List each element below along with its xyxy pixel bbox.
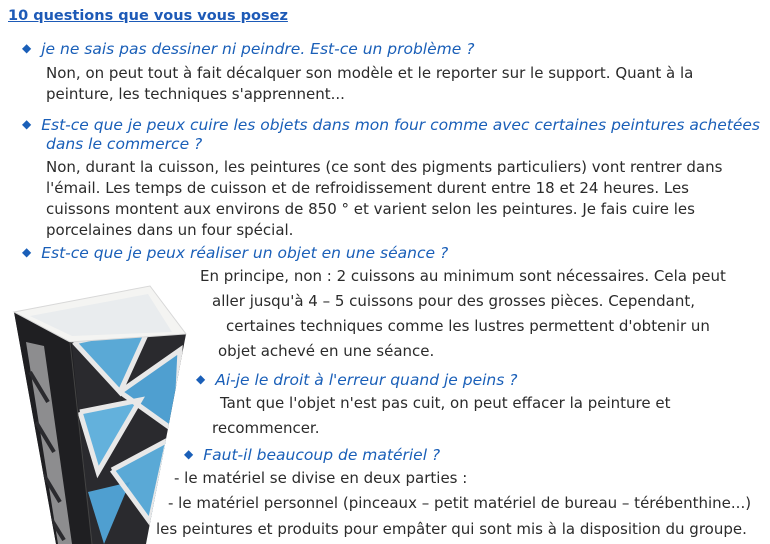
faq-question-2-line-1: Est-ce que je peux cuire les objets dans mon four comme avec certaines peintures achetées <box>41 116 761 134</box>
faq-answer-3-line-4: objet achevé en une séance. <box>218 342 435 360</box>
faq-answer-3-line-1: En principe, non : 2 cuissons au minimum sont nécessaires. Cela peut <box>200 267 726 285</box>
faq-question-1 <box>22 39 474 60</box>
diamond-icon: ◆ <box>196 372 206 386</box>
faq-question-4 <box>196 370 517 391</box>
faq-answer-3-line-2: aller jusqu'à 4 – 5 cuissons pour des grosses pièces. Cependant, <box>212 292 696 310</box>
faq-question-5 <box>184 445 440 466</box>
diamond-icon: ◆ <box>22 41 32 55</box>
faq-answer-4-line-2: recommencer. <box>212 419 320 437</box>
faq-answer-3-line-3: certaines techniques comme les lustres permettent d'obtenir un <box>226 317 710 335</box>
diamond-icon: ◆ <box>22 117 32 131</box>
faq-answer-5-line-1: - le matériel se divise en deux parties : <box>174 469 468 487</box>
faq-question-5-text: Faut-il beaucoup de matériel ? <box>203 446 441 464</box>
faq-answer-4-line-1: Tant que l'objet n'est pas cuit, on peut effacer la peinture et <box>220 394 671 412</box>
faq-question-2-line-2: dans le commerce ? <box>46 135 203 153</box>
faq-question-3-text: Est-ce que je peux réaliser un objet en une séance ? <box>41 244 449 262</box>
faq-question-2 <box>22 115 760 136</box>
faq-answer-5-line-2: - le matériel personnel (pinceaux – petit matériel de bureau – térébenthine...) <box>168 494 752 512</box>
faq-question-1-text: je ne sais pas dessiner ni peindre. Est-ce un problème ? <box>41 40 475 58</box>
page-title: 10 questions que vous vous posez <box>8 8 288 24</box>
faq-answer-2: Non, durant la cuisson, les peintures (ce sont des pigments particuliers) vont rentrer dans l'émail. Les temps de cuisson et de refroidissement durent entre 18 et 24 heures. Les cuissons montent aux environs de 850 ° et varient selon les peintures. Je fais cuire les porcelaines dans un four spécial. <box>46 158 723 239</box>
vase-image <box>0 282 190 544</box>
diamond-icon: ◆ <box>22 245 32 259</box>
faq-answer-1: Non, on peut tout à fait décalquer son modèle et le reporter sur le support. Quant à la peinture, les techniques s'apprennent... <box>46 64 694 103</box>
diamond-icon: ◆ <box>184 447 194 461</box>
faq-answer-5-line-3: les peintures et produits pour empâter qui sont mis à la disposition du groupe. <box>156 520 747 538</box>
faq-question-3 <box>22 243 448 264</box>
faq-question-4-text: Ai-je le droit à l'erreur quand je peins ? <box>215 371 518 389</box>
